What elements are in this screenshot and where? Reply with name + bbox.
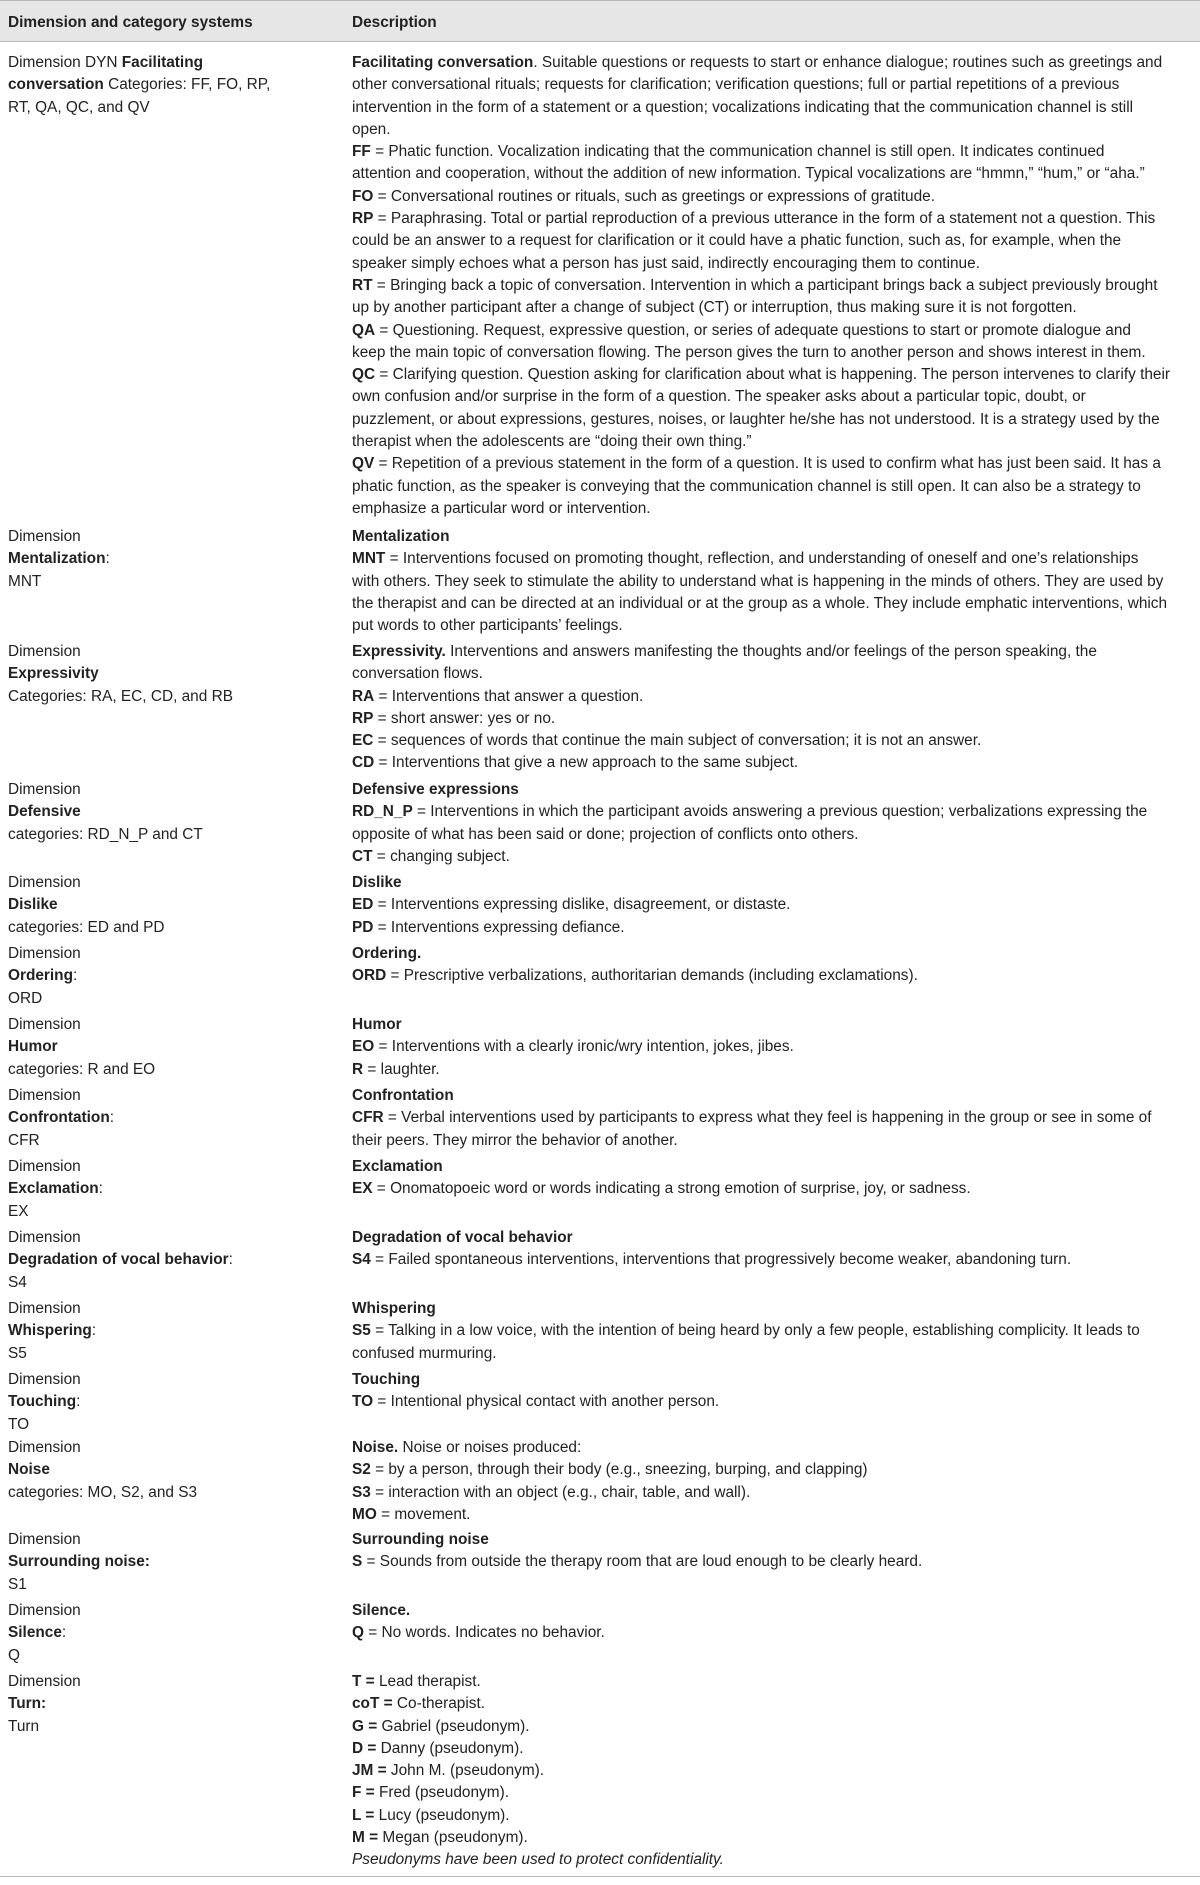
dimension-line: EX bbox=[8, 1202, 29, 1220]
description-line: RP = short answer: yes or no. bbox=[352, 709, 556, 727]
dimension-line: Dimension bbox=[8, 1673, 81, 1690]
description-line: Ordering. bbox=[352, 945, 422, 962]
description-line: QA = Questioning. Request, expressive question, or series of adequate questions to start or promote dialogue and bbox=[352, 321, 1131, 339]
dimension-line: Dimension bbox=[8, 1602, 81, 1619]
description-line: Noise. Noise or noises produced: bbox=[352, 1439, 582, 1456]
dimension-line: RT, QA, QC, and QV bbox=[8, 98, 150, 116]
dimension-cell bbox=[8, 872, 338, 939]
description-cell bbox=[352, 1085, 1194, 1152]
description-line: Expressivity. Interventions and answers manifesting the thoughts and/or feelings of the person speaking, the bbox=[352, 643, 1097, 660]
description-line: Facilitating conversation. Suitable questions or requests to start or enhance dialogue; routines such as greetings and bbox=[352, 54, 1163, 71]
description-line: JM = John M. (pseudonym). bbox=[352, 1762, 545, 1780]
dimension-line: Touching: bbox=[8, 1393, 81, 1411]
description-line: Humor bbox=[352, 1016, 402, 1033]
dimension-line: Mentalization: bbox=[8, 550, 110, 568]
dimension-cell bbox=[8, 1156, 338, 1223]
dimension-line: categories: R and EO bbox=[8, 1060, 156, 1078]
dimension-line: Dimension bbox=[8, 1087, 81, 1104]
description-line: R = laughter. bbox=[352, 1060, 440, 1078]
description-line: their peers. They mirror the behavior of another. bbox=[352, 1131, 678, 1149]
description-cell bbox=[352, 872, 1194, 939]
description-line: Silence. bbox=[352, 1602, 411, 1619]
dimension-line: ORD bbox=[8, 989, 43, 1007]
description-line: therapist when the adolescents are “doing their own thing.” bbox=[352, 433, 752, 451]
description-line: keep the main topic of conversation flowing. The person gives the turn to another person and shows interest in them. bbox=[352, 343, 1146, 361]
dimension-line: Dimension bbox=[8, 643, 81, 660]
dimension-line: conversation Categories: FF, FO, RP, bbox=[8, 76, 271, 94]
dimension-line: Dimension bbox=[8, 781, 81, 798]
description-line: coT = Co-therapist. bbox=[352, 1695, 486, 1713]
dimension-cell bbox=[8, 1085, 338, 1152]
description-line: S2 = by a person, through their body (e.g., sneezing, burping, and clapping) bbox=[352, 1461, 868, 1479]
table-header-row bbox=[0, 0, 1200, 42]
dimension-line: Expressivity bbox=[8, 665, 99, 683]
description-line: S = Sounds from outside the therapy room that are loud enough to be clearly heard. bbox=[352, 1553, 923, 1571]
description-line: G = Gabriel (pseudonym). bbox=[352, 1717, 530, 1735]
dimension-line: Confrontation: bbox=[8, 1109, 115, 1127]
dimension-cell bbox=[8, 1529, 338, 1596]
dimension-line: MNT bbox=[8, 572, 42, 590]
description-line: ORD = Prescriptive verbalizations, authoritarian demands (including exclamations). bbox=[352, 967, 918, 985]
description-line: MO = movement. bbox=[352, 1505, 471, 1523]
description-line: CT = changing subject. bbox=[352, 847, 510, 865]
dimension-line: Turn bbox=[8, 1717, 40, 1735]
description-line: Pseudonyms have been used to protect confidentiality. bbox=[352, 1851, 724, 1869]
description-line: emphasize a particular word or intervention. bbox=[352, 499, 651, 517]
description-line: Surrounding noise bbox=[352, 1531, 489, 1548]
description-line: phatic function, as the speaker is conveying that the communication channel is still open. It can also be a strategy to bbox=[352, 477, 1141, 495]
dimension-line: S1 bbox=[8, 1575, 27, 1593]
description-cell bbox=[352, 1014, 1194, 1081]
description-line: intervention in the form of a statement or a question; vocalizations indicating that the communication channel is still bbox=[352, 98, 1134, 116]
dimension-line: Defensive bbox=[8, 803, 81, 821]
dimension-cell bbox=[8, 1671, 338, 1738]
description-line: RP = Paraphrasing. Total or partial reproduction of a previous utterance in the form of a statement not a question. This bbox=[352, 210, 1156, 228]
dimension-line: Ordering: bbox=[8, 967, 78, 985]
dimension-line: Noise bbox=[8, 1461, 50, 1479]
description-line: other conversational rituals; requests for clarification; verification questions; full or partial repetitions of a previous bbox=[352, 76, 1120, 94]
dimension-line: Dimension bbox=[8, 945, 81, 962]
description-line: CFR = Verbal interventions used by participants to express what they feel is happening in the group or see in some of bbox=[352, 1109, 1152, 1127]
dimension-cell bbox=[8, 1014, 338, 1081]
description-cell bbox=[352, 641, 1194, 775]
description-line: Defensive expressions bbox=[352, 781, 519, 798]
header-dimension: Dimension and category systems bbox=[8, 14, 253, 31]
dimension-line: TO bbox=[8, 1415, 30, 1433]
description-line: Exclamation bbox=[352, 1158, 443, 1175]
dimension-line: Dimension bbox=[8, 1531, 81, 1548]
description-line: Q = No words. Indicates no behavior. bbox=[352, 1624, 605, 1642]
description-line: opposite of what has been said or done; projection of conflicts onto others. bbox=[352, 825, 859, 843]
dimension-line: Degradation of vocal behavior: bbox=[8, 1251, 233, 1269]
description-cell bbox=[352, 1671, 1194, 1872]
description-cell bbox=[352, 1227, 1194, 1272]
description-line: confused murmuring. bbox=[352, 1344, 497, 1362]
description-line: CD = Interventions that give a new approach to the same subject. bbox=[352, 754, 799, 772]
dimension-line: S4 bbox=[8, 1273, 27, 1291]
description-line: Degradation of vocal behavior bbox=[352, 1229, 573, 1246]
dimension-cell bbox=[8, 526, 338, 593]
dimension-line: Q bbox=[8, 1646, 20, 1664]
description-cell bbox=[352, 1529, 1194, 1574]
description-line: S3 = interaction with an object (e.g., chair, table, and wall). bbox=[352, 1483, 751, 1501]
description-cell bbox=[352, 1600, 1194, 1645]
dimension-line: Whispering: bbox=[8, 1322, 97, 1340]
description-line: conversation flows. bbox=[352, 665, 483, 683]
dimension-line: CFR bbox=[8, 1131, 40, 1149]
description-line: puzzlement, or about expressions, gestures, noises, or laughter he/she has not understood. It is a strategy used by the bbox=[352, 410, 1160, 428]
description-line: EC = sequences of words that continue the main subject of conversation; it is not an answer. bbox=[352, 732, 982, 750]
description-line: EO = Interventions with a clearly ironic/wry intention, jokes, jibes. bbox=[352, 1038, 794, 1056]
dimension-line: Dimension bbox=[8, 1439, 81, 1456]
description-cell bbox=[352, 1437, 1194, 1526]
header-description: Description bbox=[352, 14, 437, 31]
dimension-line: Exclamation: bbox=[8, 1180, 103, 1198]
dimension-line: Turn: bbox=[8, 1695, 47, 1713]
dimension-cell bbox=[8, 52, 338, 119]
dimension-line: Dimension bbox=[8, 1300, 81, 1317]
dimension-cell bbox=[8, 1600, 338, 1667]
description-line: put words to other participants’ feelings. bbox=[352, 617, 623, 635]
description-line: EX = Onomatopoeic word or words indicating a strong emotion of surprise, joy, or sadness. bbox=[352, 1180, 971, 1198]
dimension-line: categories: MO, S2, and S3 bbox=[8, 1483, 198, 1501]
dimension-cell bbox=[8, 943, 338, 1010]
dimension-line: Dimension bbox=[8, 1016, 81, 1033]
description-line: own confusion and/or surprise in the form of a question. The speaker asks about a particular topic, doubt, or bbox=[352, 388, 1086, 406]
dimension-cell bbox=[8, 641, 338, 708]
description-line: D = Danny (pseudonym). bbox=[352, 1739, 524, 1757]
description-line: F = Fred (pseudonym). bbox=[352, 1784, 509, 1802]
description-line: ED = Interventions expressing dislike, disagreement, or distaste. bbox=[352, 896, 791, 914]
description-cell bbox=[352, 52, 1194, 520]
description-line: QC = Clarifying question. Question asking for clarification about what is happening. The person intervenes to clarify their bbox=[352, 366, 1171, 384]
description-line: Whispering bbox=[352, 1300, 436, 1317]
table-bottom-rule bbox=[0, 1876, 1200, 1877]
dimension-line: Dimension DYN Facilitating bbox=[8, 54, 204, 71]
description-line: MNT = Interventions focused on promoting thought, reflection, and understanding of oneself and one’s relationships bbox=[352, 550, 1139, 568]
dimension-line: Humor bbox=[8, 1038, 58, 1056]
description-line: FF = Phatic function. Vocalization indicating that the communication channel is still open. It indicates continued bbox=[352, 143, 1105, 161]
description-line: RA = Interventions that answer a question. bbox=[352, 687, 644, 705]
description-line: S4 = Failed spontaneous interventions, interventions that progressively become weaker, abandoning turn. bbox=[352, 1251, 1072, 1269]
dimension-line: Dimension bbox=[8, 1158, 81, 1175]
description-cell bbox=[352, 1298, 1194, 1365]
description-line: S5 = Talking in a low voice, with the intention of being heard by only a few people, establishing complicity. It leads to bbox=[352, 1322, 1140, 1340]
dimension-line: categories: RD_N_P and CT bbox=[8, 825, 203, 843]
dimension-line: Dimension bbox=[8, 528, 81, 545]
description-line: FO = Conversational routines or rituals, such as greetings or expressions of gratitude. bbox=[352, 187, 935, 205]
description-line: speaker simply echoes what a person has just said, indirectly encouraging them to continue. bbox=[352, 254, 980, 272]
description-line: attention and cooperation, without the addition of new information. Typical vocalizations are “hmmn,” “hum,” or “aha.” bbox=[352, 165, 1145, 183]
description-line: TO = Intentional physical contact with another person. bbox=[352, 1393, 720, 1411]
description-line: RT = Bringing back a topic of conversation. Intervention in which a participant brings back a subject previously brought bbox=[352, 276, 1158, 294]
description-line: L = Lucy (pseudonym). bbox=[352, 1806, 510, 1824]
description-line: up by another participant after a change of subject (CT) or interruption, thus making sure it is not forgotten. bbox=[352, 299, 1077, 317]
dimension-line: Dimension bbox=[8, 1371, 81, 1388]
dimension-line: Dimension bbox=[8, 1229, 81, 1246]
description-cell bbox=[352, 526, 1194, 637]
dimension-cell bbox=[8, 1298, 338, 1365]
description-line: the therapist and can be directed at an individual or at the group as a whole. They include emphatic interventions, which bbox=[352, 594, 1168, 612]
dimension-line: S5 bbox=[8, 1344, 27, 1362]
description-line: QV = Repetition of a previous statement in the form of a question. It is used to confirm what has just been said. It has a bbox=[352, 455, 1161, 473]
description-line: M = Megan (pseudonym). bbox=[352, 1829, 528, 1847]
description-line: T = Lead therapist. bbox=[352, 1673, 481, 1690]
dimension-line: Categories: RA, EC, CD, and RB bbox=[8, 687, 233, 705]
description-line: RD_N_P = Interventions in which the participant avoids answering a previous question; verbalizations expressing the bbox=[352, 803, 1148, 821]
dimension-cell bbox=[8, 1227, 338, 1294]
dimension-line: Dimension bbox=[8, 874, 81, 891]
dimension-line: categories: ED and PD bbox=[8, 918, 165, 936]
description-cell bbox=[352, 1156, 1194, 1201]
description-cell bbox=[352, 1369, 1194, 1414]
description-line: with others. They seek to stimulate the ability to understand what is happening in the minds of others. They are used by bbox=[352, 572, 1164, 590]
description-line: open. bbox=[352, 120, 391, 138]
description-line: could be an answer to a request for clarification or it could have a phatic function, such as, for example, when the bbox=[352, 232, 1122, 250]
description-line: Touching bbox=[352, 1371, 421, 1388]
dimension-cell bbox=[8, 779, 338, 846]
dimension-line: Silence: bbox=[8, 1624, 67, 1642]
description-line: PD = Interventions expressing defiance. bbox=[352, 918, 625, 936]
dimension-line: Surrounding noise: bbox=[8, 1553, 150, 1571]
description-line: Dislike bbox=[352, 874, 402, 891]
description-line: Confrontation bbox=[352, 1087, 454, 1104]
dimension-line: Dislike bbox=[8, 896, 58, 914]
description-cell bbox=[352, 779, 1194, 868]
dimension-cell bbox=[8, 1437, 338, 1504]
description-cell bbox=[352, 943, 1194, 988]
dimension-cell bbox=[8, 1369, 338, 1436]
description-line: Mentalization bbox=[352, 528, 450, 545]
